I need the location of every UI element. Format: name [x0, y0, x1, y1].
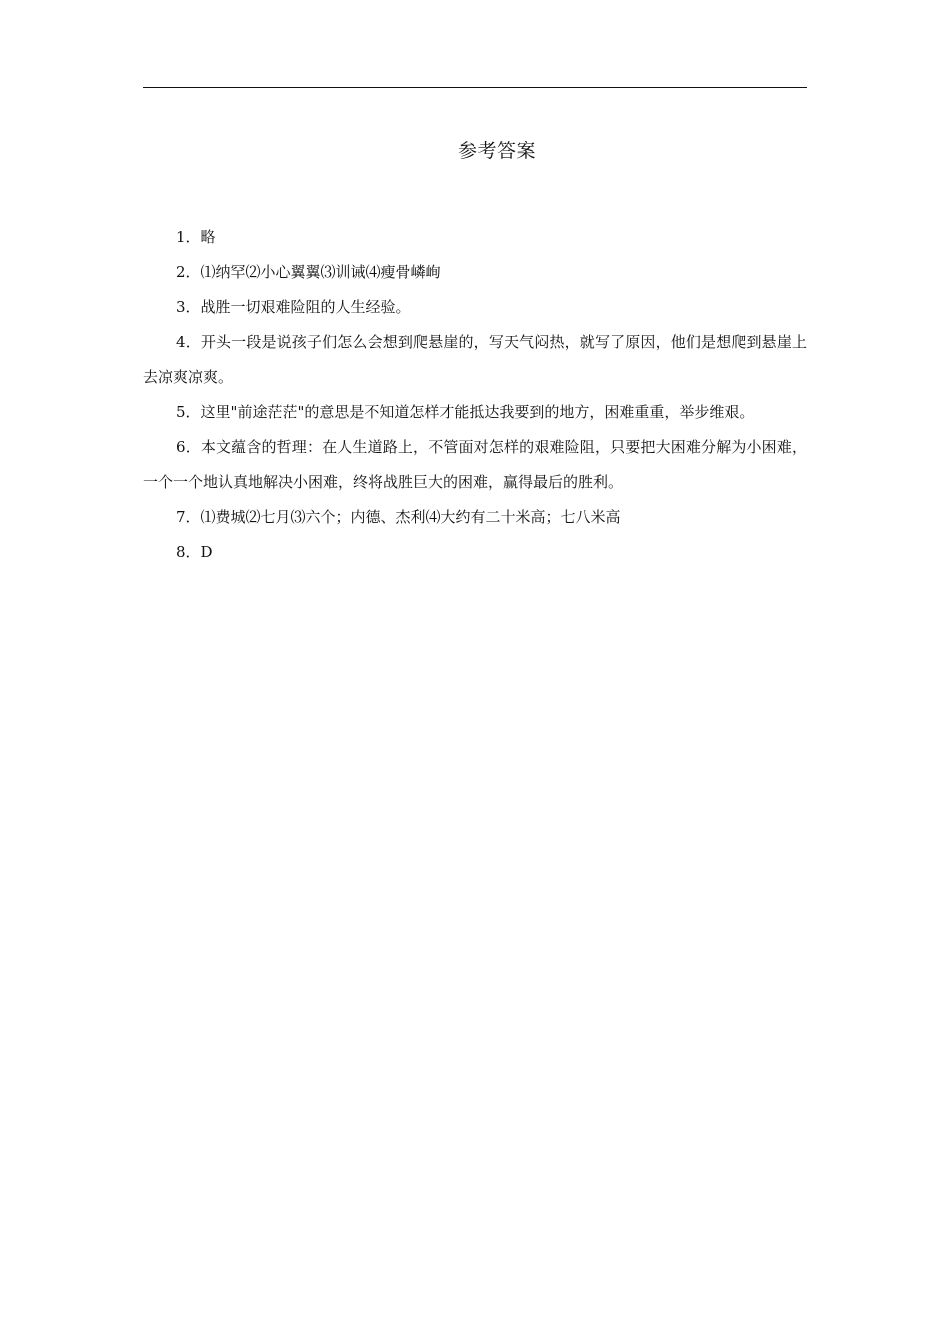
answer-item-2: [143, 255, 807, 290]
answer-text: ⑴费城⑵七月⑶六个；内德、杰利⑷大约有二十米高；七八米高: [200, 508, 621, 526]
answer-item-4: [143, 325, 807, 395]
answer-number: 3．: [176, 298, 201, 316]
answer-item-8: [143, 535, 807, 570]
answer-text: 本文蕴含的哲理：在人生道路上，不管面对怎样的艰难险阻，只要把大困难分解为小困难，一个一个地认真地解决小困难，终将战胜巨大的困难，赢得最后的胜利。: [143, 438, 807, 491]
header-rule: [143, 87, 807, 88]
page-title: 参考答案: [457, 140, 536, 162]
answer-text: ⑴纳罕⑵小心翼翼⑶训诫⑷瘦骨嶙峋: [200, 263, 441, 281]
answer-number: 8．: [176, 543, 201, 561]
answer-text: D: [200, 543, 213, 561]
answer-number: 1．: [176, 228, 201, 246]
answer-text: 战胜一切艰难险阻的人生经验。: [200, 298, 411, 316]
answer-number: 7．: [176, 508, 201, 526]
answer-text: 这里"前途茫茫"的意思是不知道怎样才能抵达我要到的地方，困难重重，举步维艰。: [200, 403, 755, 421]
answer-list: [143, 220, 807, 570]
answer-text: 略: [200, 228, 216, 246]
answer-item-3: [143, 290, 807, 325]
answer-item-6: [143, 430, 807, 500]
answer-number: 2．: [176, 263, 201, 281]
answer-number: 4．: [176, 333, 201, 351]
answer-number: 5．: [176, 403, 201, 421]
answer-item-5: [143, 395, 807, 430]
answer-item-7: [143, 500, 807, 535]
answer-text: 开头一段是说孩子们怎么会想到爬悬崖的，写天气闷热，就写了原因，他们是想爬到悬崖上去凉爽凉爽。: [143, 333, 807, 386]
answer-item-1: [143, 220, 807, 255]
answer-number: 6．: [176, 438, 201, 456]
